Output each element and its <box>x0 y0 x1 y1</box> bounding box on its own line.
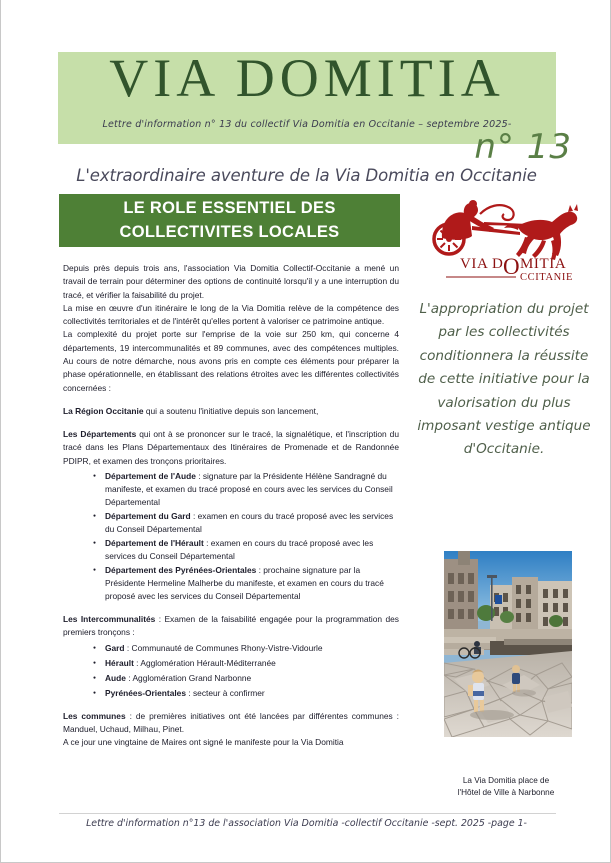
region-occitanie-lead: La Région Occitanie <box>63 405 144 416</box>
footer-text: Lettre d'information n°13 de l'association Via Domitia -collectif Occitanie -sept. 2025 -page 1- <box>86 818 527 829</box>
logo-text-occitanie: CCITANIE <box>520 272 573 283</box>
intercommunalites-paragraph <box>63 613 399 640</box>
list-item <box>93 687 399 700</box>
list-item-text: : prochaine signature par la Présidente Hermeline Malherbe du manifeste, et examen en cours du tracé proposé avec les services du Conseil Départemental <box>105 565 384 602</box>
communes-extra: A ce jour une vingtaine de Maires ont signé le manifeste pour la Via Domitia <box>63 737 344 748</box>
narbonne-roman-road-photo <box>444 551 572 737</box>
photo-caption <box>411 775 601 799</box>
via-domitia-logo <box>424 196 584 284</box>
footer-divider <box>59 813 556 814</box>
communes-paragraph <box>63 710 399 737</box>
article-body <box>63 262 399 750</box>
region-occitanie-paragraph <box>63 405 399 418</box>
list-item-lead: Hérault <box>105 657 134 668</box>
masthead-title: VIA DOMITIA <box>109 48 505 108</box>
intercommunalites-lead: Les Intercommunalités <box>63 614 156 625</box>
issue-number: n° 13 <box>474 127 572 167</box>
article-paragraph: La mise en œuvre d'un itinéraire le long de la Via Domitia relève de la compétence des collectivités territoriales et de l'intérêt qu'elles portent à valoriser ce patrimoine antique. <box>63 302 399 327</box>
section-title-line-1: LE ROLE ESSENTIEL DES <box>123 198 336 217</box>
photo-caption-line-2: l'Hôtel de Ville à Narbonne <box>457 787 555 797</box>
masthead-subtitle: Lettre d'information n° 13 du collectif Via Domitia en Occitanie – septembre 2025- <box>102 119 512 130</box>
list-item-text: : Agglomération Grand Narbonne <box>125 672 252 683</box>
list-item <box>93 537 399 563</box>
list-item-text: : examen en cours du tracé proposé avec les services du Conseil Départemental <box>105 538 374 562</box>
child-figure-right <box>512 665 520 692</box>
article-intro <box>63 262 399 395</box>
list-item-text: : signature par la Présidente Hélène Sandragné du manifeste, et examen du tracé proposé en cours avec les services du Conseil Départemental <box>105 470 393 507</box>
chariot-horse-icon <box>424 196 584 284</box>
section-title-bar <box>59 194 400 247</box>
list-item-text: : examen en cours du tracé proposé avec les services du Conseil Départemental <box>105 510 394 534</box>
intercommunalites-text: : Examen de la faisabilité engagée pour la programmation des premiers tronçons : <box>63 614 399 638</box>
sidebar <box>411 196 597 462</box>
tagline: L'extraordinaire aventure de la Via Domitia en Occitanie <box>76 166 537 185</box>
list-item-lead: Département de l'Aude <box>105 470 196 481</box>
list-item <box>93 470 399 509</box>
list-item-lead: Département des Pyrénées-Orientales <box>105 565 257 576</box>
article-paragraph: Depuis près depuis trois ans, l'association Via Domitia Collectif-Occitanie a mené un travail de terrain pour déterminer des options de continuité lorsqu'il y a une interruption du tracé, et vérifier la faisabilité du projet. <box>63 263 399 300</box>
photo-caption-line-1: La Via Domitia place de <box>462 776 550 785</box>
departements-lead: Les Départements <box>63 429 137 440</box>
departements-paragraph <box>63 428 399 468</box>
article-paragraph: La complexité du projet porte sur l'emprise de la voie sur 250 km, qui concerne 4 départements, 19 intercommunalités et 89 communes, avec des compétences multiples. Au cours de notre démarche, nous avons pris en compte ces éléments pour préparer la phase opérationnelle, en établissant des relations étroites avec les différentes collectivités concernées : <box>63 329 399 393</box>
departements-text: qui ont à se prononcer sur le tracé, la signalétique, et l'inscription du tracé dans les Plans Départementaux des Itinéraires de Promenade et de Randonnée PDIPR, et examen des tronçons prioritaires. <box>63 429 399 466</box>
list-item-lead: Aude <box>105 672 126 683</box>
logo-text-big-o: O <box>503 254 520 279</box>
pull-quote: L'appropriation du projet par les collectivités conditionnera la réussite de cette initiative pour la valorisation du plus imposant vestige antique d'Occitanie. <box>417 301 591 458</box>
list-item-lead: Gard <box>105 642 125 653</box>
communes-text: : de premières initiatives ont été lancées par différentes communes : Manduel, Uchaud, Milhau, Pinet. <box>63 710 399 734</box>
departements-list <box>63 470 399 603</box>
list-item-lead: Département de l'Hérault <box>105 538 204 549</box>
section-title-line-2: COLLECTIVITES LOCALES <box>119 222 340 241</box>
logo-text-via-domitia: VIA D <box>460 256 504 272</box>
intercommunalites-list <box>63 642 399 700</box>
communes-lead: Les communes <box>63 710 126 721</box>
list-item <box>93 672 399 685</box>
list-item-lead: Pyrénées-Orientales <box>105 687 187 698</box>
logo-text-mitia: MITIA <box>520 256 567 272</box>
list-item-text: : secteur à confirmer <box>186 687 265 698</box>
region-occitanie-text: qui a soutenu l'initiative depuis son lancement, <box>143 405 319 416</box>
list-item <box>93 657 399 670</box>
article-photo <box>444 551 572 737</box>
list-item-text: : Communauté de Communes Rhony-Vistre-Vidourle <box>124 642 323 653</box>
list-item-lead: Département du Gard <box>105 510 191 521</box>
list-item <box>93 642 399 655</box>
list-item-text: : Agglomération Hérault-Méditerranée <box>133 657 276 668</box>
list-item <box>93 564 399 603</box>
list-item <box>93 510 399 536</box>
